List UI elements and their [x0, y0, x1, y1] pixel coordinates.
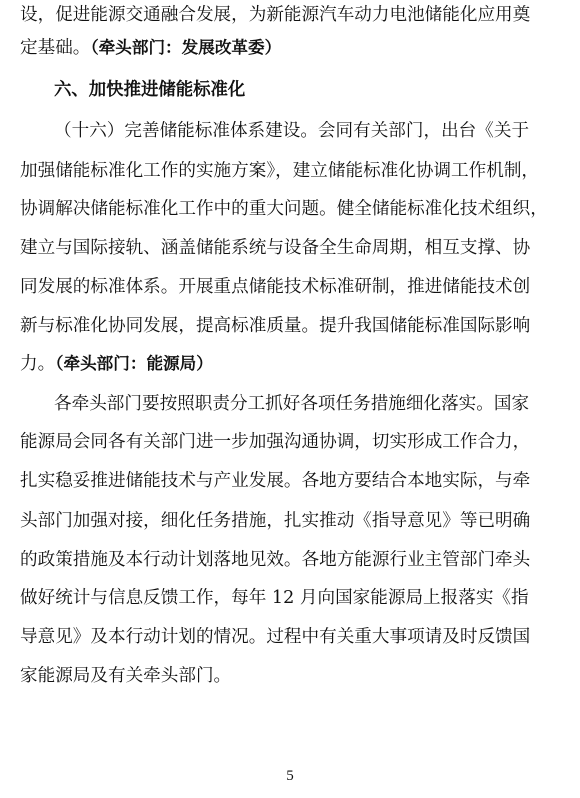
paragraph-line: （十六）完善储能标准体系建设。会同有关部门，出台《关于: [54, 121, 530, 141]
lead-department: （牵头部门：能源局）: [55, 354, 213, 373]
paragraph-line: [20, 349, 568, 379]
paragraph-line: 能源局会同各有关部门进一步加强沟通协调，切实形成工作合力，: [20, 432, 531, 452]
paragraph-line: 做好统计与信息反馈工作，每年 12 月向国家能源局上报落实《指: [20, 588, 529, 608]
paragraph-line: 协调解决储能标准化工作中的重大问题。健全储能标准化技术组织，: [20, 199, 548, 219]
lead-department: （牵头部门：发展改革委）: [90, 38, 282, 57]
paragraph-line: 各牵头部门要按照职责分工抓好各项任务措施细化落实。国家: [54, 394, 530, 414]
paragraph-line: 新与标准化协同发展，提高标准质量。提升我国储能标准国际影响: [20, 316, 531, 336]
section-heading: 六、加快推进储能标准化: [54, 80, 246, 100]
paragraph-text: 定基础。: [20, 38, 91, 58]
paragraph-line: [20, 33, 568, 63]
paragraph-line: 设，促进能源交通融合发展，为新能源汽车动力电池储能化应用奠: [20, 5, 531, 25]
paragraph-line: 家能源局及有关牵头部门。: [20, 666, 232, 686]
paragraph-line: 的政策措施及本行动计划落地见效。各地方能源行业主管部门牵头: [20, 550, 531, 570]
paragraph-line: 扎实稳妥推进储能技术与产业发展。各地方要结合本地实际，与牵: [20, 471, 531, 491]
paragraph-line: 建立与国际接轨、涵盖储能系统与设备全生命周期，相互支撑、协: [20, 238, 531, 258]
paragraph-line: 头部门加强对接，细化任务措施，扎实推动《指导意见》等已明确: [20, 511, 531, 531]
paragraph-text: 力。: [20, 354, 56, 374]
paragraph-line: 同发展的标准体系。开展重点储能技术标准研制，推进储能技术创: [20, 277, 531, 297]
paragraph-line: 加强储能标准化工作的实施方案》，建立储能标准化协调工作机制，: [20, 161, 540, 181]
paragraph-line: 导意见》及本行动计划的情况。过程中有关重大事项请及时反馈国: [20, 627, 531, 647]
page-number: 5: [286, 768, 294, 784]
